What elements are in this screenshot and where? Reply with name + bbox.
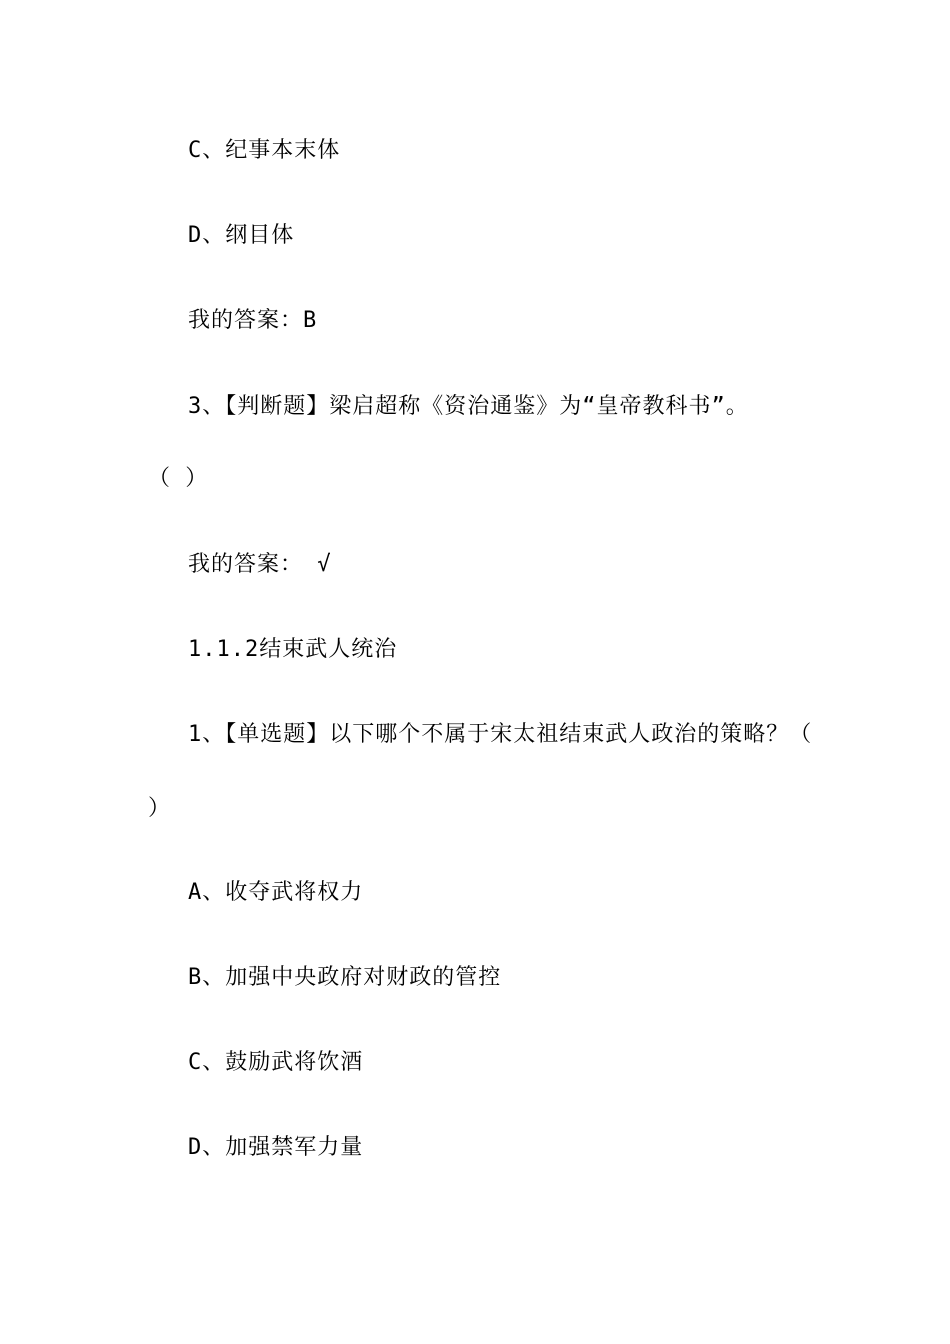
- section-heading: 1.1.2结束武人统治: [188, 637, 398, 662]
- answer-prev-question: 我的答案：B: [188, 308, 318, 333]
- question-1-blank: ）: [148, 796, 172, 821]
- option-b: B、加强中央政府对财政的管控: [188, 965, 502, 990]
- option-d-prev-question: D、纲目体: [188, 223, 295, 248]
- question-3-blank: （ ）: [148, 466, 209, 491]
- option-a: A、收夺武将权力: [188, 880, 364, 905]
- option-c: C、鼓励武将饮酒: [188, 1050, 364, 1075]
- answer-question-3: 我的答案： √: [188, 552, 332, 577]
- option-d: D、加强禁军力量: [188, 1135, 364, 1160]
- question-3-text: 3、【判断题】梁启超称《资治通鉴》为“皇帝教科书”。: [188, 394, 749, 419]
- option-c-prev-question: C、纪事本末体: [188, 138, 341, 163]
- question-1-text: 1、【单选题】以下哪个不属于宋太祖结束武人政治的策略？（: [188, 722, 813, 747]
